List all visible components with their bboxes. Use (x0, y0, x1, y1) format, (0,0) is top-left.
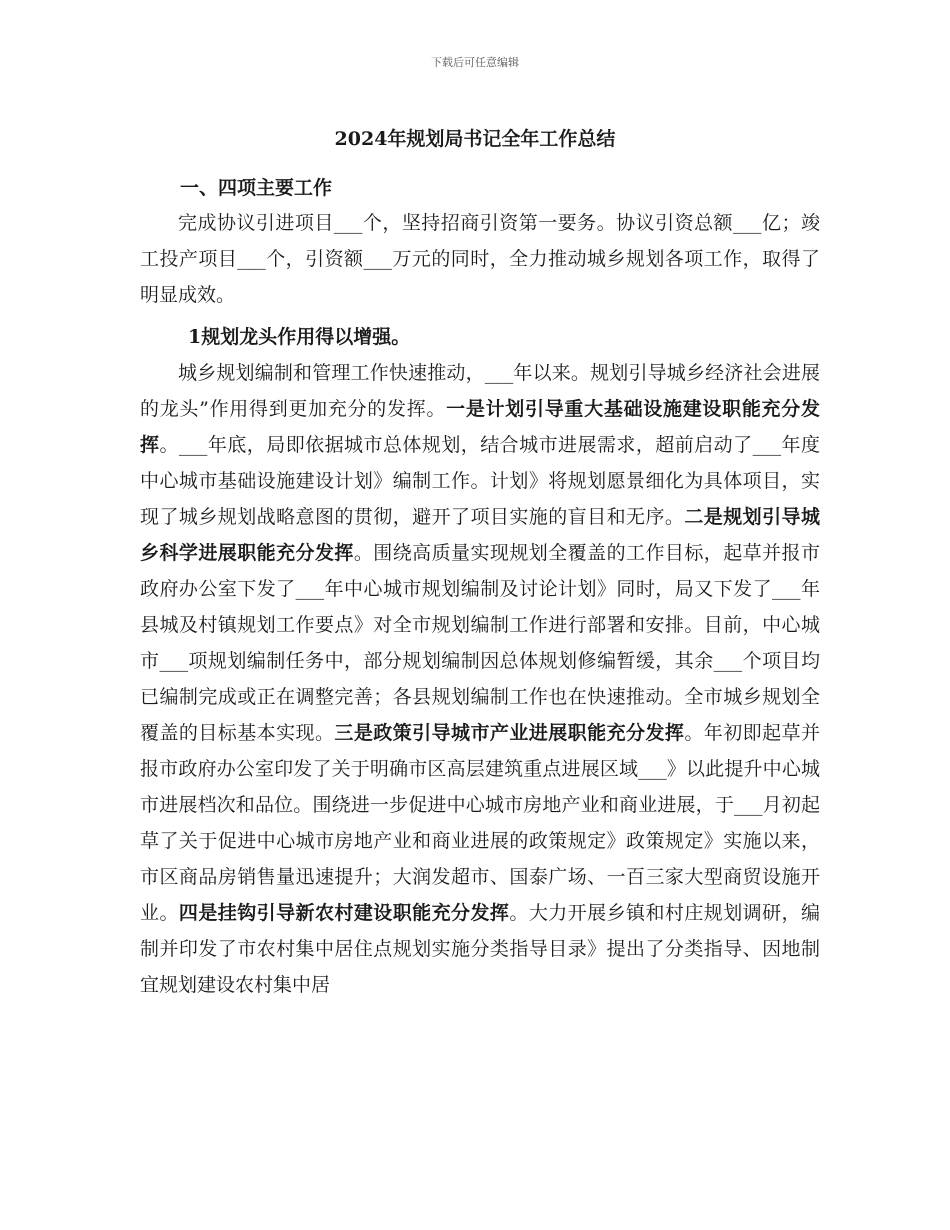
paragraph-text: 。年初即起草并报市政府办公室印发了关于明确市区高层建筑重点进展区域___》以此提升中心城市进展档次和品位。围绕进一步促进中心城市房地产业和商业进展，于___月初起草了关于促进中心城市房地产业和商业进展的政策规定》政策规定》实施以来，市区商品房销售量迅速提升；大润发超市、国泰广场、一百三家大型商贸设施开业。 (140, 722, 820, 924)
paragraph-text: 。大力开展乡镇和村庄规划调研，编制并印发了市农村集中居住点规划实施分类指导目录》提出了分类指导、因地制宜规划建设农村集中居 (140, 902, 820, 996)
subsection-heading: 1规划龙头作用得以增强。 (188, 326, 411, 348)
bold-point-1: 一是计划引导重大基础设施建设职能充分发挥 (140, 398, 820, 456)
document-title: 2024年规划局书记全年工作总结 (334, 128, 616, 150)
bold-point-2: 二是规划引导城乡科学进展职能充分发挥 (140, 506, 820, 564)
bold-point-3: 三是政策引导城市产业进展职能充分发挥 (334, 722, 685, 744)
section-heading: 一、四项主要工作 (180, 177, 333, 199)
page-header: 下载后可任意编辑 (431, 56, 519, 69)
paragraph-text: 城乡规划编制和管理工作快速推动，___年以来。规划引导城乡经济社会进展的龙头”作用得到更加充分的发挥。 (140, 362, 820, 420)
paragraph-text: 。围绕高质量实现规划全覆盖的工作目标，起草并报市政府办公室下发了___年中心城市规划编制及讨论计划》同时，局又下发了___年县城及村镇规划工作要点》对全市规划编制工作进行部署和安排。目前，中心城市___项规划编制任务中，部分规划编制因总体规划修编暂缓，其余___个项目均已编制完成或正在调整完善；各县规划编制工作也在快速推动。全市城乡规划全覆盖的目标基本实现。 (140, 542, 820, 744)
paragraph-planning (140, 355, 820, 1003)
bold-point-4: 四是挂钩引导新农村建设职能充分发挥 (178, 902, 510, 924)
paragraph-summary: 完成协议引进项目___个，坚持招商引资第一要务。协议引资总额___亿；竣工投产项目___个，引资额___万元的同时，全力推动城乡规划各项工作，取得了明显成效。 (140, 212, 820, 306)
paragraph-text: 。___年底，局即依据城市总体规划，结合城市进展需求，超前启动了___年度中心城市基础设施建设计划》编制工作。计划》将规划愿景细化为具体项目，实现了城乡规划战略意图的贯彻，避开了项目实施的盲目和无序。 (140, 434, 820, 528)
